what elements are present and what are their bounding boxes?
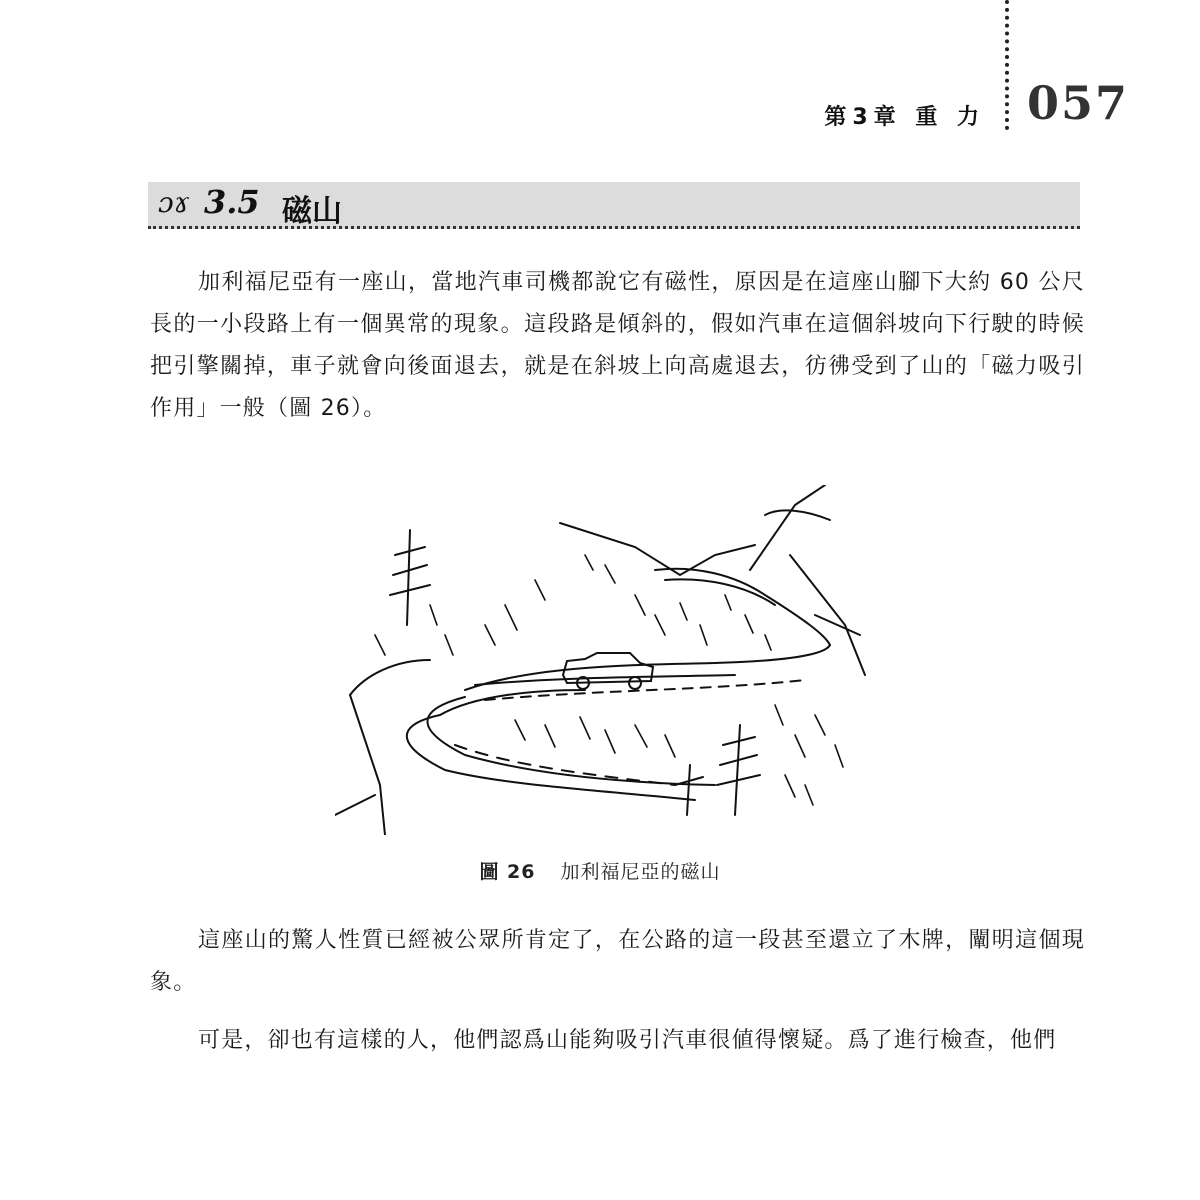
section-ornament-icon: ɔɤ bbox=[158, 186, 190, 219]
body-paragraph-2: 這座山的驚人性質已經被公眾所肯定了，在公路的這一段甚至還立了木牌，闡明這個現象。 bbox=[150, 928, 1085, 995]
section-title: 磁山 bbox=[282, 194, 342, 229]
header-dotted-rule bbox=[1005, 0, 1009, 130]
page-number: 057 bbox=[1027, 76, 1130, 130]
section-number: 3.5 bbox=[204, 183, 260, 221]
running-head: 第3章 重 力 bbox=[824, 105, 985, 130]
magnetic-mountain-road-illustration bbox=[335, 485, 895, 835]
figure-label: 圖 26 bbox=[479, 861, 536, 883]
figure-caption-text: 加利福尼亞的磁山 bbox=[560, 861, 721, 883]
figure-illustration bbox=[335, 485, 895, 835]
body-paragraph-1: 加利福尼亞有一座山，當地汽車司機都說它有磁性，原因是在這座山腳下大約 60 公尺長的一小段路上有一個異常的現象。這段路是傾斜的，假如汽車在這個斜坡向下行駛的時候把引擎關掉，車子就會向後面退去，就是在斜坡上向高處退去，彷彿受到了山的「磁力吸引作用」一般（圖 26）。 bbox=[150, 270, 1085, 421]
figure-caption bbox=[0, 857, 1200, 884]
section-heading bbox=[148, 182, 1080, 229]
body-paragraph-3: 可是，卻也有這樣的人，他們認爲山能夠吸引汽車很値得懷疑。爲了進行檢查，他們 bbox=[198, 1028, 1057, 1053]
